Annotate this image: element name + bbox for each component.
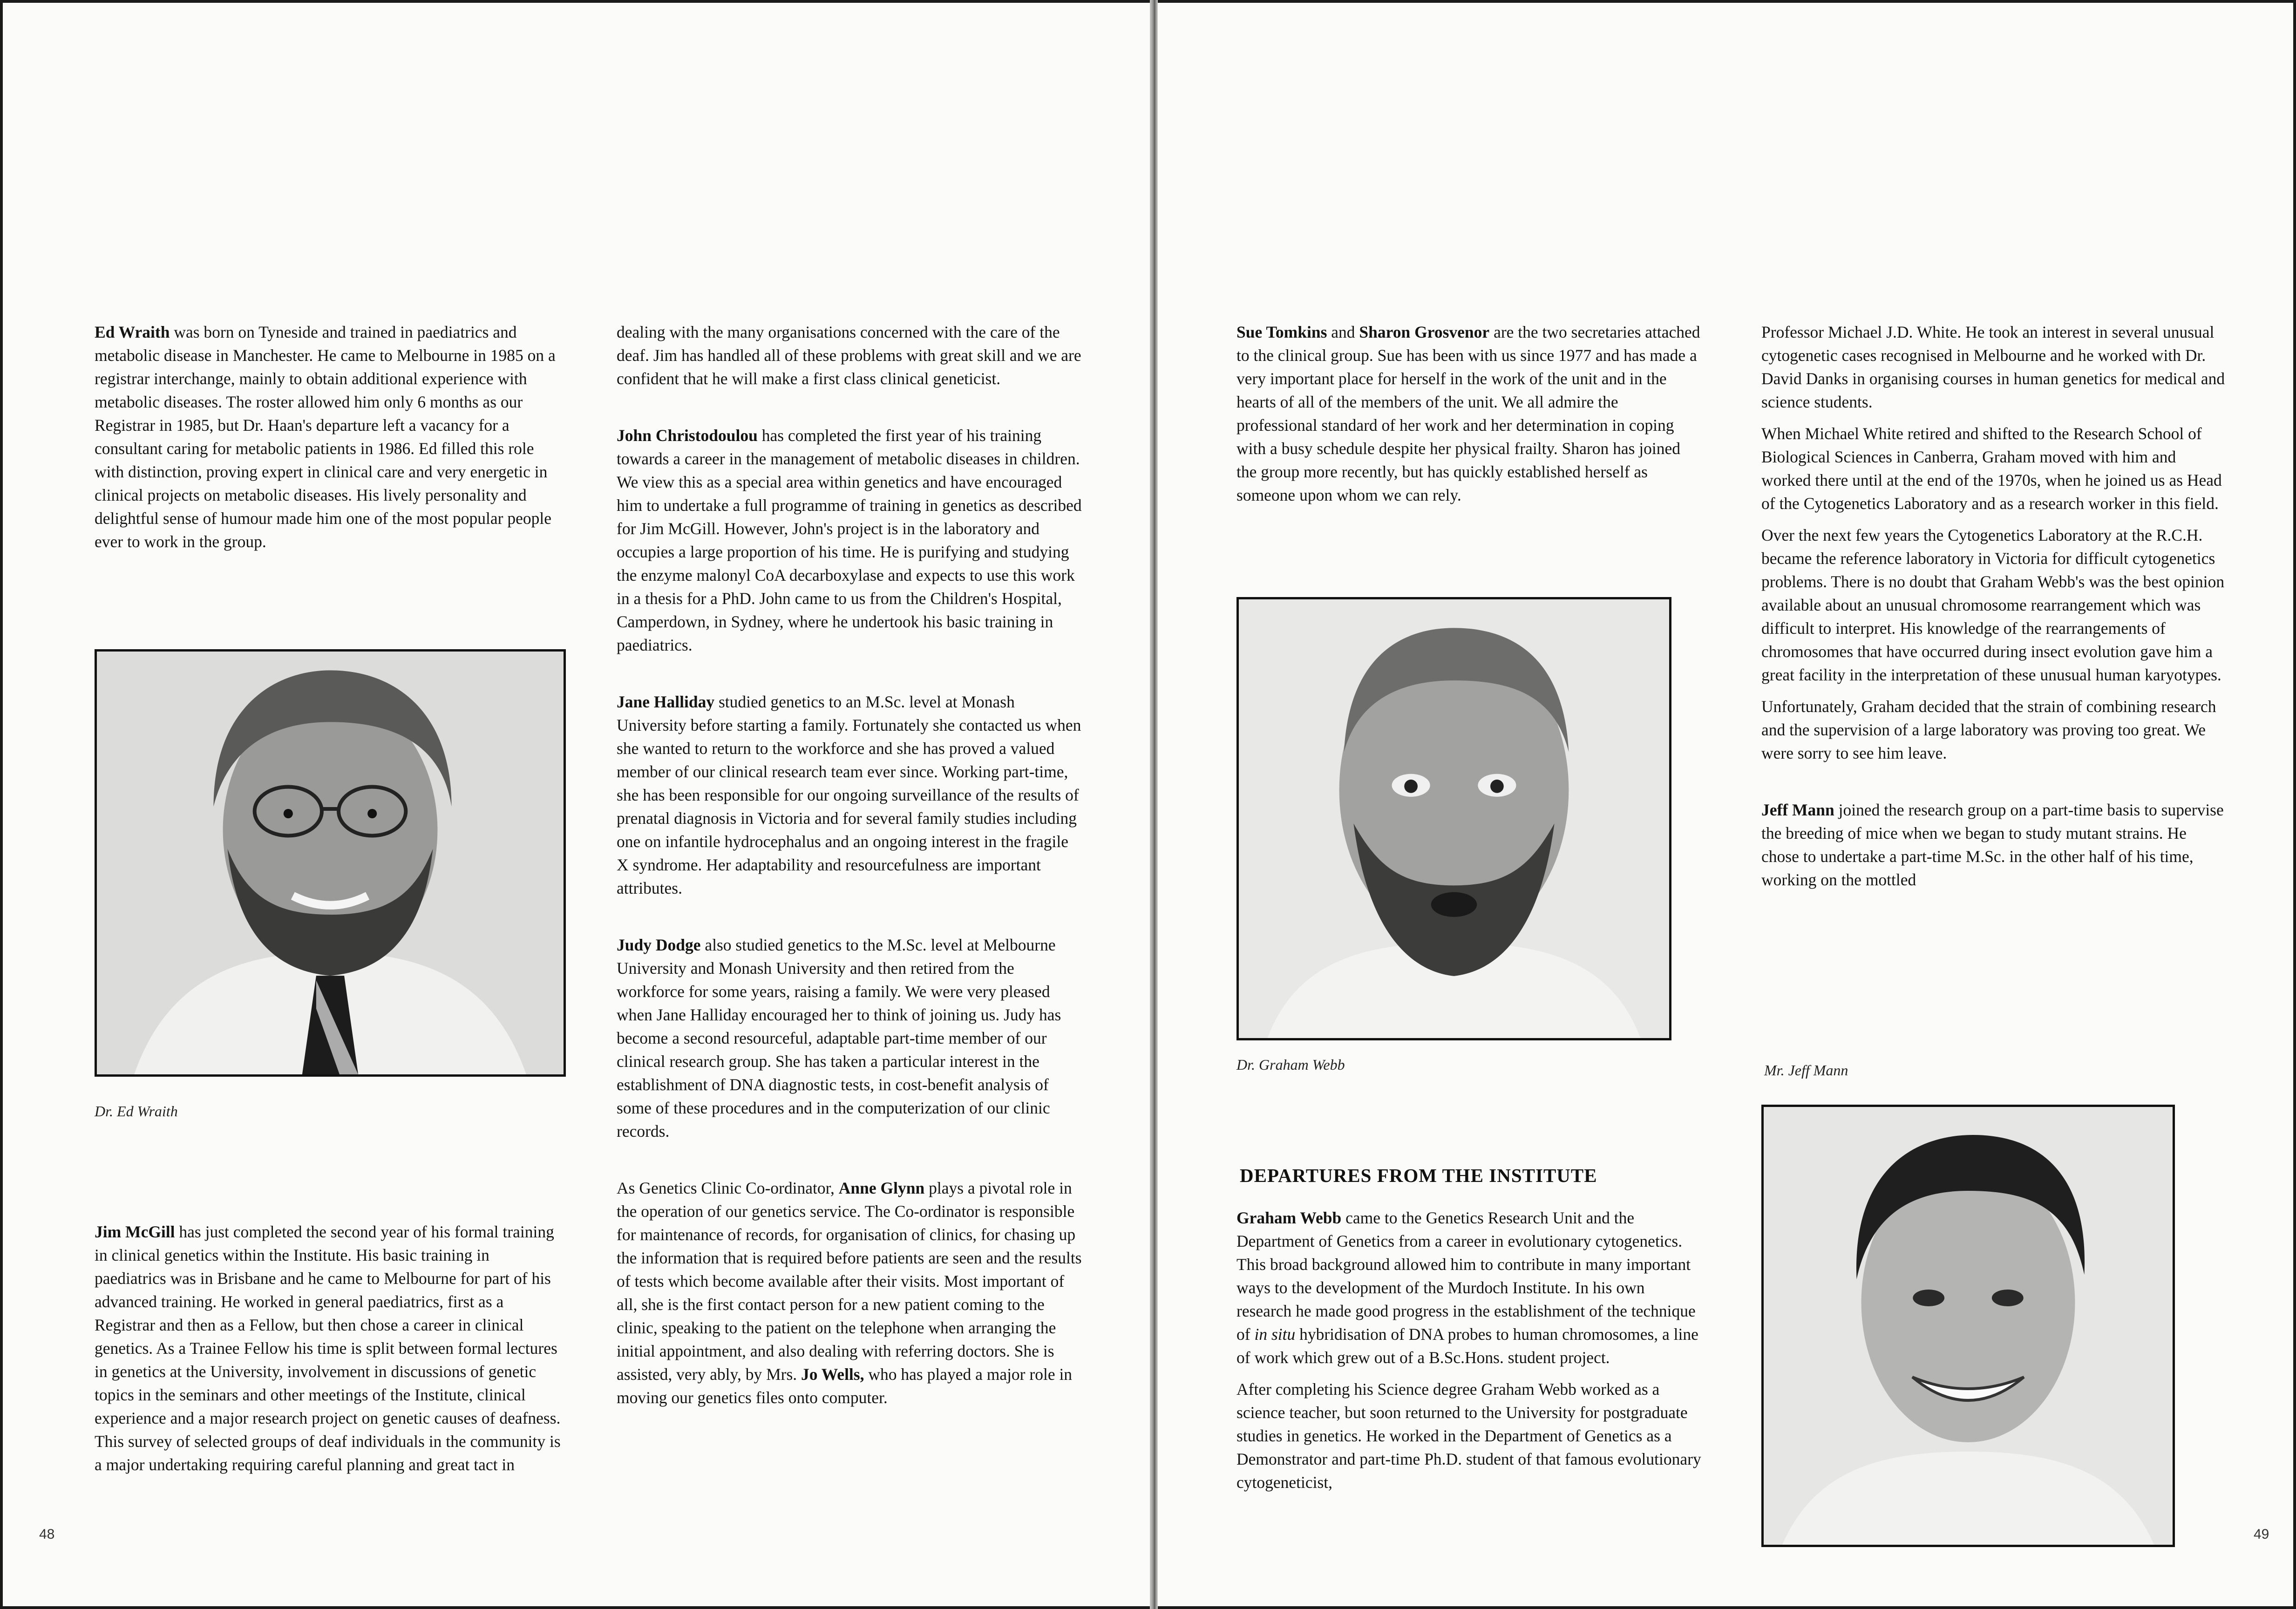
portrait-image (1764, 1107, 2173, 1545)
right-column-1 (1236, 320, 1702, 507)
graham-webb-paragraph-1 (1236, 1206, 1702, 1369)
page-number-left: 48 (39, 1527, 55, 1542)
graham-webb-photo (1236, 597, 1671, 1040)
section-heading: DEPARTURES FROM THE INSTITUTE (1240, 1165, 1597, 1186)
in-situ-italic: in situ (1254, 1325, 1296, 1344)
jim-mcgill-name: Jim McGill (95, 1222, 175, 1241)
jane-halliday-name: Jane Halliday (617, 692, 715, 711)
canberra-paragraph: When Michael White retired and shifted to the Research School of Biological Sciences in Canberra, Graham moved with him and worked there until at the end of the 1970s, when he joined us as Head of the Cytogenetics Laboratory and as a research worker in this field. (1761, 424, 2222, 513)
graham-leaves-paragraph: Unfortunately, Graham decided that the strain of combining research and the supervision of a large laboratory was proving too great. We were sorry to see him leave. (1761, 697, 2216, 762)
ed-wraith-photo (95, 649, 566, 1077)
portrait-image (1239, 599, 1669, 1038)
ed-wraith-paragraph (95, 320, 565, 553)
page-number-right: 49 (2254, 1527, 2269, 1542)
jim-mcgill-text: has just completed the second year of his formal training in clinical genetics within the Institute. His basic training in paediatrics was in Brisbane and he came to Melbourne for part of his advanced training. He worked in general paediatrics, first as a Registrar and then as a Fellow, but then chose a career in clinical genetics. As a Trainee Fellow his time is split between formal lectures in genetics at the University, involvement in discussions of genetic topics in the seminars and other meetings of the Institute, clinical experience and a major research project on genetic causes of deafness. This survey of selected groups of deaf individuals in the community is a major undertaking requiring careful planning and great tact in (95, 1222, 561, 1474)
anne-glynn-name: Anne Glynn (838, 1179, 925, 1197)
john-christodoulou-name: John Christodoulou (617, 426, 758, 445)
right-column-2 (1761, 320, 2227, 891)
secretaries-text: are the two secretaries attached to the clinical group. Sue has been with us since 1977 and has made a very important place for herself in the work of the unit and in the hearts of all of the members of the unit. We all admire the professional standard of her work and her determination in coping with a busy schedule despite her physical frailty. Sharon has joined the group more recently, but has quickly established herself as someone upon whom we can rely. (1236, 323, 1700, 504)
ed-wraith-text: was born on Tyneside and trained in paediatrics and metabolic disease in Manchester. He came to Melbourne in 1985 on a registrar interchange, mainly to obtain additional experience with metabolic diseases. The roster allowed him only 6 months as our Registrar in 1985, but Dr. Haan's departure left a vacancy for a consultant caring for metabolic patients in 1986. Ed filled this role with distinction, proving expert in clinical care and very energetic in clinical projects on metabolic diseases. His lively personality and delightful sense of humour made him one of the most popular people ever to work in the group. (95, 323, 556, 551)
john-christodoulou-text: has completed the first year of his training towards a career in the management of metabolic diseases in children. We view this as a special area within genetics and have encouraged him to undertake a full programme of training in genetics as described for Jim McGill. However, John's project is in the laboratory and occupies a large proportion of his time. He is purifying and studying the enzyme malonyl CoA decarboxylase and expects to use this work in a thesis for a PhD. John came to us from the Children's Hospital, Camperdown, in Sydney, where he undertook his basic training in paediatrics. (617, 426, 1082, 654)
jeff-mann-text: joined the research group on a part-time basis to supervise the breeding of mice when we began to study mutant strains. He chose to undertake a part-time M.Sc. in the other half of his time, working on the mottled (1761, 801, 2224, 889)
graham-webb-name: Graham Webb (1236, 1208, 1342, 1227)
anne-glynn-paragraph (617, 1176, 1082, 1409)
jane-halliday-paragraph (617, 690, 1082, 900)
graham-webb-text-2: hybridisation of DNA probes to human chromosomes, a line of work which grew out of a B.Sc.Hons. student project. (1236, 1325, 1698, 1367)
judy-dodge-name: Judy Dodge (617, 936, 701, 954)
portrait-image (97, 652, 564, 1074)
michael-white-paragraph: Professor Michael J.D. White. He took an interest in several unusual cytogenetic cases recognised in Melbourne and he worked with Dr. David Danks in organising courses in human genetics for medical and science students. (1761, 323, 2225, 411)
jim-continuation-paragraph: dealing with the many organisations concerned with the care of the deaf. Jim has handled all of these problems with great skill and we are confident that he will make a first class clinical geneticist. (617, 323, 1081, 388)
graham-webb-caption: Dr. Graham Webb (1236, 1056, 1345, 1073)
jeff-mann-photo (1761, 1105, 2175, 1547)
left-column-1 (95, 320, 565, 553)
jo-wells-name: Jo Wells, (801, 1365, 864, 1384)
john-christodoulou-paragraph (617, 424, 1082, 657)
anne-glynn-intro: As Genetics Clinic Co-ordinator, (617, 1179, 839, 1197)
judy-dodge-paragraph (617, 933, 1082, 1143)
book-gutter (1150, 0, 1158, 1609)
jeff-mann-paragraph (1761, 798, 2227, 891)
left-column-1-lower (95, 1220, 565, 1476)
secretaries-paragraph (1236, 320, 1702, 507)
left-page (3, 3, 1150, 1606)
anne-glynn-text: plays a pivotal role in the operation of our genetics service. The Co-ordinator is responsible for maintenance of records, for organisation of clinics, for chasing up the information that is required before patients are seen and the results of tests which become available after their visits. Most important of all, she is the first contact person for a new patient coming to the clinic, speaking to the patient on the telephone when arranging the initial appointment, and also dealing with referring doctors. She is assisted, very ably, by Mrs. (617, 1179, 1082, 1384)
ed-wraith-caption: Dr. Ed Wraith (95, 1103, 178, 1120)
right-column-1-lower (1236, 1206, 1702, 1494)
sharon-grosvenor-name: Sharon Grosvenor (1359, 323, 1490, 341)
jane-halliday-text: studied genetics to an M.Sc. level at Monash University before starting a family. Fortunately she contacted us when she wanted to return to the workforce and she has proved a valued member of our clinical research team ever since. Working part-time, she has been responsible for our ongoing surveillance of the results of prenatal diagnosis in Victoria and for several family studies including one on infantile hydrocephalus and an ongoing interest in the fragile X syndrome. Her adaptability and resourcefulness are important attributes. (617, 692, 1081, 897)
left-column-2 (617, 320, 1082, 1409)
jo-wells-text: who has played a major role in moving our genetics files onto computer. (617, 1365, 1073, 1407)
jeff-mann-caption: Mr. Jeff Mann (1764, 1062, 1848, 1079)
graham-webb-text: came to the Genetics Research Unit and the Department of Genetics from a career in evolutionary cytogenetics. This broad background allowed him to contribute in many important ways to the development of the Murdoch Institute. In his own research he made good progress in the establishment of the technique of (1236, 1208, 1696, 1344)
graham-webb-paragraph-2: After completing his Science degree Graham Webb worked as a science teacher, but soon returned to the University for postgraduate studies in genetics. He worked in the Department of Genetics as a Demonstrator and part-time Ph.D. student of that famous evolutionary cytogeneticist, (1236, 1380, 1701, 1492)
ed-wraith-name: Ed Wraith (95, 323, 170, 341)
jeff-mann-name: Jeff Mann (1761, 801, 1834, 819)
secretaries-and: and (1327, 323, 1359, 341)
judy-dodge-text: also studied genetics to the M.Sc. level at Melbourne University and Monash University and then retired from the workforce for some years, raising a family. We were very pleased when Jane Halliday encouraged her to think of joining us. Judy has become a second resourceful, adaptable part-time member of our clinical research group. She has taken a particular interest in the establishment of DNA diagnostic tests, in cost-benefit analysis of some of these procedures and in the computerization of our clinic records. (617, 936, 1061, 1141)
right-page (1158, 3, 2293, 1606)
jim-mcgill-paragraph (95, 1220, 565, 1476)
cytogenetics-lab-paragraph: Over the next few years the Cytogenetics Laboratory at the R.C.H. became the reference laboratory in Victoria for difficult cytogenetics problems. There is no doubt that Graham Webb's was the best opinion available about an unusual chromosome rearrangement which was difficult to interpret. His knowledge of the rearrangements of chromosomes that have occurred during insect evolution gave him a great facility in the interpretation of these unusual human karyotypes. (1761, 526, 2225, 684)
sue-tomkins-name: Sue Tomkins (1236, 323, 1327, 341)
